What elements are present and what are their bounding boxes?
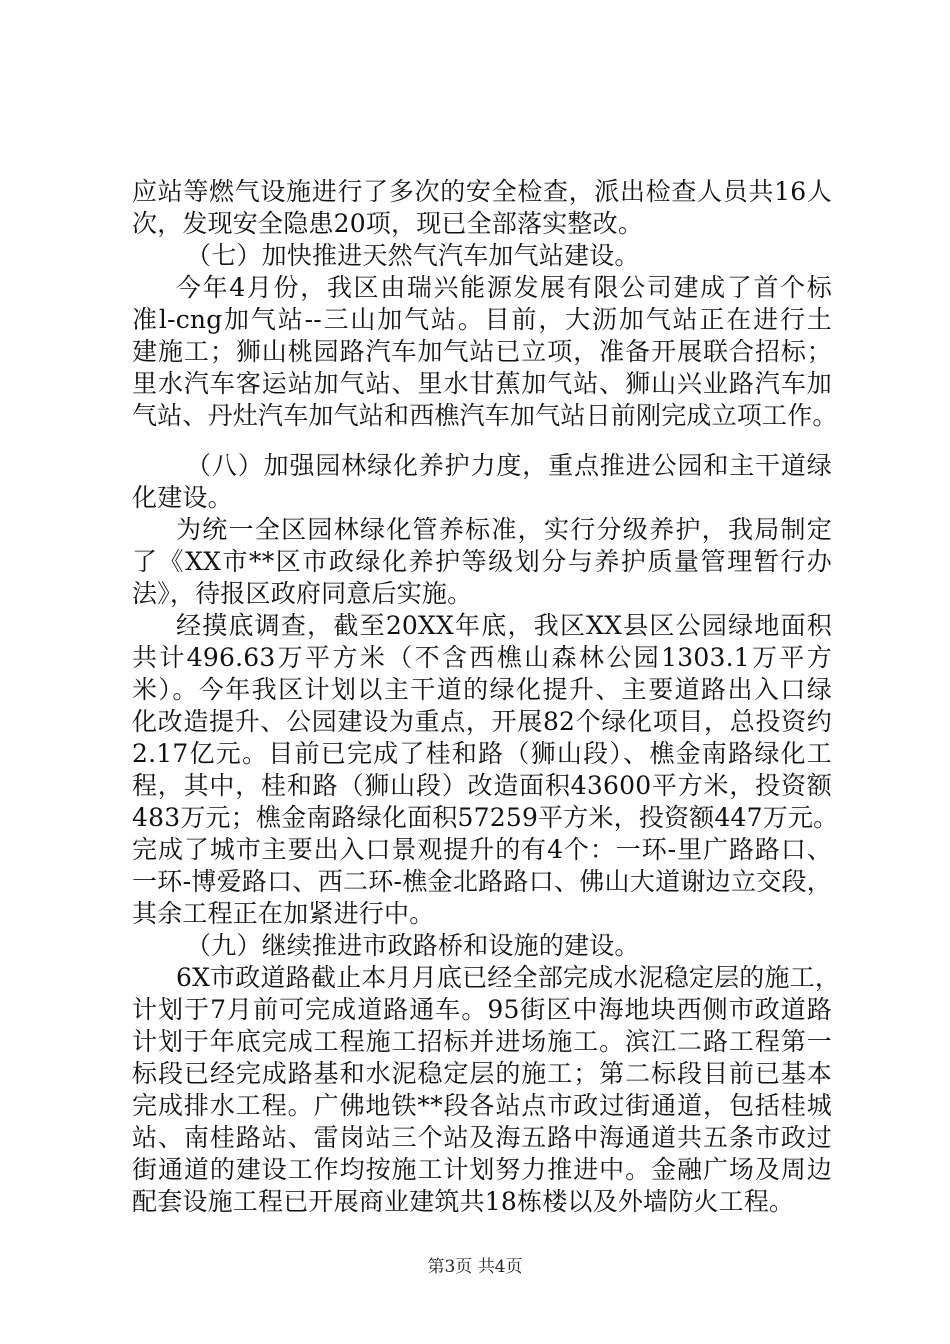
paragraph-line: 完成了城市主要出入口景观提升的有4个：一环-里广路路口、	[132, 835, 832, 864]
paragraph-line: 经摸底调查，截至20XX年底，我区XX县区公园绿地面积	[176, 611, 832, 640]
section-heading-8: （八）加强园林绿化养护力度，重点推进公园和主干道绿	[186, 451, 832, 480]
paragraph-line: 483万元；樵金南路绿化面积57259平方米，投资额447万元。	[132, 803, 839, 832]
paragraph-line: 准l-cng加气站--三山加气站。目前，大沥加气站正在进行土	[132, 305, 832, 334]
paragraph-line: 化改造提升、公园建设为重点，开展82个绿化项目，总投资约	[132, 707, 832, 736]
paragraph-line: 计划于年底完成工程施工招标并进场施工。滨江二路工程第一	[132, 1027, 832, 1056]
paragraph-line: 里水汽车客运站加气站、里水甘蕉加气站、狮山兴业路汽车加	[132, 369, 832, 398]
paragraph-line: 气站、丹灶汽车加气站和西樵汽车加气站日前刚完成立项工作。	[132, 401, 838, 430]
paragraph-line: 建施工；狮山桃园路汽车加气站已立项，准备开展联合招标；	[132, 337, 832, 366]
section-heading-7: （七）加快推进天然气汽车加气站建设。	[186, 241, 640, 270]
page-footer: 第3页 共4页	[427, 1257, 523, 1277]
paragraph-line: 共计496.63万平方米（不含西樵山森林公园1303.1万平方	[132, 643, 832, 672]
paragraph-line: 次，发现安全隐患20项，现已全部落实整改。	[132, 209, 644, 238]
paragraph-line: 街通道的建设工作均按施工计划努力推进中。金融广场及周边	[132, 1155, 832, 1184]
paragraph-line: 化建设。	[132, 483, 233, 512]
paragraph-line: 了《XX市**区市政绿化养护等级划分与养护质量管理暂行办	[132, 547, 832, 576]
paragraph-line: 完成排水工程。广佛地铁**段各站点市政过街通道，包括桂城	[132, 1091, 832, 1120]
paragraph-line: 为统一全区园林绿化管养标准，实行分级养护，我局制定	[176, 515, 832, 544]
section-heading-9: （九）继续推进市政路桥和设施的建设。	[186, 931, 640, 960]
paragraph-line: 一环-博爱路口、西二环-樵金北路路口、佛山大道谢边立交段，	[132, 867, 832, 896]
paragraph-line: 配套设施工程已开展商业建筑共18栋楼以及外墙防火工程。	[132, 1187, 795, 1216]
paragraph-line: 应站等燃气设施进行了多次的安全检查，派出检查人员共16人	[132, 177, 832, 206]
paragraph-line: 计划于7月前可完成道路通车。95街区中海地块西侧市政道路	[132, 995, 832, 1024]
paragraph-line: 米）。今年我区计划以主干道的绿化提升、主要道路出入口绿	[132, 675, 832, 704]
paragraph-line: 法》，待报区政府同意后实施。	[132, 579, 473, 608]
paragraph-line: 今年4月份，我区由瑞兴能源发展有限公司建成了首个标	[176, 273, 832, 302]
paragraph-line: 2.17亿元。目前已完成了桂和路（狮山段）、樵金南路绿化工	[132, 739, 832, 768]
paragraph-line: 站、南桂路站、雷岗站三个站及海五路中海通道共五条市政过	[132, 1123, 832, 1152]
paragraph-line: 程，其中，桂和路（狮山段）改造面积43600平方米，投资额	[132, 771, 832, 800]
paragraph-line: 标段已经完成路基和水泥稳定层的施工；第二标段目前已基本	[132, 1059, 832, 1088]
paragraph-line: 其余工程正在加紧进行中。	[132, 899, 435, 928]
paragraph-line: 6X市政道路截止本月月底已经全部完成水泥稳定层的施工，	[176, 963, 841, 992]
